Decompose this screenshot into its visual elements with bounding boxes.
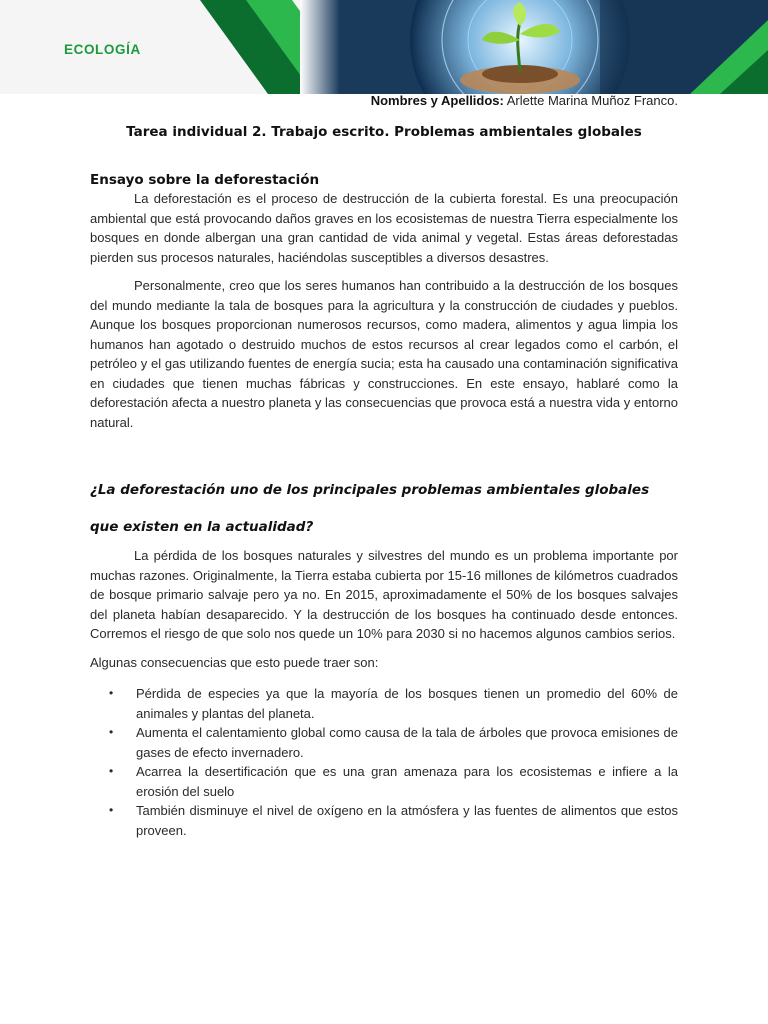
document-body [90,172,678,840]
bullet-icon: • [109,725,114,739]
paragraph-intro: La deforestación es el proceso de destrucción de la cubierta forestal. Es una preocupación ambiental que está provocando daños graves en los ecosistemas de nuestra Tierra especialmente los bosques en donde albergan una gran cantidad de vida animal y vegetal. Estas áreas deforestadas pierden sus procesos naturales, haciéndolas susceptibles a diversos desastres. [90,191,678,265]
document-title: Tarea individual 2. Trabajo escrito. Problemas ambientales globales [126,124,642,140]
bullet-icon: • [109,803,114,817]
paragraph-loss: La pérdida de los bosques naturales y silvestres del mundo es un problema importante por muchas razones. Originalmente, la Tierra estaba cubierta por 15-16 millones de kilómetros cuadrados de bosque primario salvaje pero ya no. En 2015, aproximadamente el 50% de los bosques salvajes del planeta habían desaparecido. Y la destrucción de los bosques ha continuado desde entonces. Corremos el riesgo de que solo nos quede un 10% para 2030 si no hacemos algunos cambios serios. [90,548,678,641]
list-item: • También disminuye el nivel de oxígeno en la atmósfera y las fuentes de alimentos que estos proveen. [109,803,678,838]
list-item: • Aumenta el calentamiento global como causa de la tala de árboles que provoca emisiones de gases de efecto invernadero. [109,725,678,760]
list-item: • Pérdida de especies ya que la mayoría de los bosques tienen un promedio del 60% de animales y plantas del planeta. [109,686,678,721]
consequences-list [90,684,678,840]
brand-logo: ECOLOGÍA [64,42,141,57]
author-line [371,93,678,108]
paragraph-personal: Personalmente, creo que los seres humanos han contribuido a la destrucción de los bosques del mundo mediante la tala de bosques para la agricultura y la construcción de ciudades y pueblos. Aunque los bosques proporcionan numerosos recursos, como madera, alimentos y agua limpia los humanos han agotado o destruido muchos de estos recursos al crear legados como el carbón, el petróleo y el gas utilizando fuentes de energía sucia; esta ha causado una contaminación significativa en ciudades que tienen muchas fábricas y construcciones. En este ensayo, hablaré como la deforestación afecta a nuestro planeta y las consecuencias que provoca está a nuestra vida y entorno natural. [90,278,678,430]
list-item: • Acarrea la desertificación que es una gran amenaza para los ecosistemas e infiere a la erosión del suelo [109,764,678,799]
consequences-intro: Algunas consecuencias que esto puede traer son: [90,654,379,670]
author-label: Nombres y Apellidos: [370,93,504,108]
bullet-icon: • [109,686,114,700]
question-heading: ¿La deforestación uno de los principales problemas ambientales globales que existen en la actualidad? [90,482,650,535]
author-name: Arlette Marina Muñoz Franco. [503,93,678,108]
header-banner [0,0,768,94]
section-heading: Ensayo sobre la deforestación [90,172,320,188]
bullet-icon: • [109,764,114,778]
